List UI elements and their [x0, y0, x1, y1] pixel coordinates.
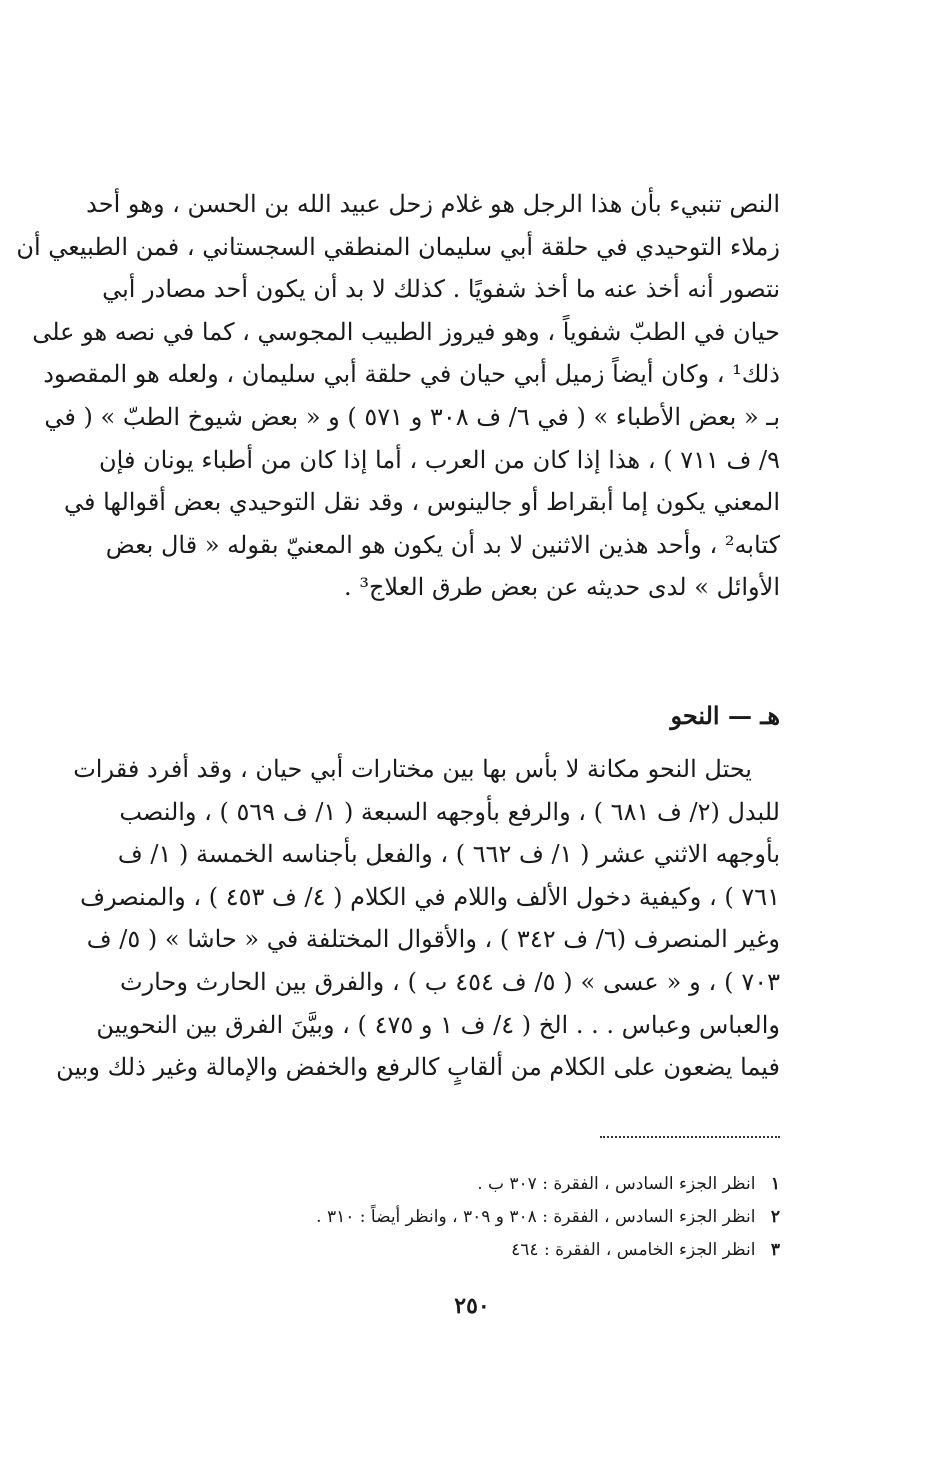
page-number: ٢٥٠	[454, 1293, 490, 1319]
text-line: نتصور أنه أخذ عنه ما أخذ شفويًا . كذلك لا بد أن يكون أحد مصادر أبي	[102, 275, 780, 304]
text-line: وغير المنصرف (٦/ ف ٣٤٢ ) ، والأقوال المختلفة في « حاشا » ( ٥/ ف	[86, 925, 780, 954]
text-line: حيان في الطبّ شفوياً ، وهو فيروز الطبيب المجوسي ، كما في نصه هو على	[32, 317, 780, 346]
text-line: والعباس وعباس . . . الخ ( ٤/ ف ١ و ٤٧٥ ) ، وبيَّنَ الفرق بين النحويين	[96, 1010, 780, 1039]
text-line: ٧٦١ ) ، وكيفية دخول الألف واللام في الكلام ( ٤/ ف ٤٥٣ ) ، والمنصرف	[80, 882, 780, 911]
body-paragraph-2	[56, 748, 780, 1089]
text-line: النص تنبيء بأن هذا الرجل هو غلام زحل عبيد الله بن الحسن ، وهو أحد	[86, 190, 780, 218]
section-heading: هـ — النحو	[670, 701, 780, 730]
body-paragraph-1	[16, 183, 780, 609]
text-line: يحتل النحو مكانة لا بأس بها بين مختارات أبي حيان ، وقد أفرد فقرات	[73, 755, 752, 783]
text-line: بـ « بعض الأطباء » ( في ٦/ ف ٣٠٨ و ٥٧١ ) و « بعض شيوخ الطبّ » ( في	[44, 402, 780, 431]
footnote	[120, 1234, 780, 1267]
text-line: كتابه² ، وأحد هذين الاثنين لا بد أن يكون هو المعنيّ بقوله « قال بعض	[105, 530, 780, 559]
text-line: ٧٠٣ ) ، و « عسى » ( ٥/ ف ٤٥٤ ب ) ، والفرق بين الحارث وحارث	[120, 967, 780, 996]
footnote	[120, 1201, 780, 1234]
text-line: المعني يكون إما أبقراط أو جالينوس ، وقد نقل التوحيدي بعض أقوالها في	[63, 488, 780, 517]
text-line: بأوجهه الاثني عشر ( ١/ ف ٦٦٢ ) ، والفعل بأجناسه الخمسة ( ١/ ف	[117, 840, 780, 869]
text-line: الأوائل » لدى حديثه عن بعض طرق العلاج³ .	[344, 573, 780, 602]
footnote-number: ٣	[770, 1240, 780, 1260]
footnote-text: انظر الجزء السادس ، الفقرة : ٣٠٨ و ٣٠٩ ، وانظر أيضاً : ٣١٠ .	[316, 1207, 756, 1227]
text-line: ٩/ ف ٧١١ ) ، هذا إذا كان من العرب ، أما إذا كان من أطباء يونان فإن	[99, 445, 780, 474]
footnote	[120, 1168, 780, 1201]
footnote-number: ١	[770, 1174, 780, 1194]
footnote-text: انظر الجزء السادس ، الفقرة : ٣٠٧ ب .	[477, 1174, 756, 1194]
footnotes	[120, 1168, 780, 1267]
footnote-number: ٢	[770, 1207, 780, 1227]
text-line: فيما يضعون على الكلام من ألقابٍ كالرفع والخفض والإمالة وغير ذلك وبين	[56, 1053, 780, 1082]
text-line: ذلك¹ ، وكان أيضاً زميل أبي حيان في حلقة أبي سليمان ، ولعله هو المقصود	[43, 360, 780, 389]
text-line: زملاء التوحيدي في حلقة أبي سليمان المنطقي السجستاني ، فمن الطبيعي أن	[16, 232, 780, 261]
text-line: للبدل (٢/ ف ٦٨١ ) ، والرفع بأوجهه السبعة ( ١/ ف ٥٦٩ ) ، والنصب	[119, 797, 780, 826]
footnote-separator	[600, 1136, 780, 1138]
footnote-text: انظر الجزء الخامس ، الفقرة : ٤٦٤	[511, 1240, 756, 1260]
